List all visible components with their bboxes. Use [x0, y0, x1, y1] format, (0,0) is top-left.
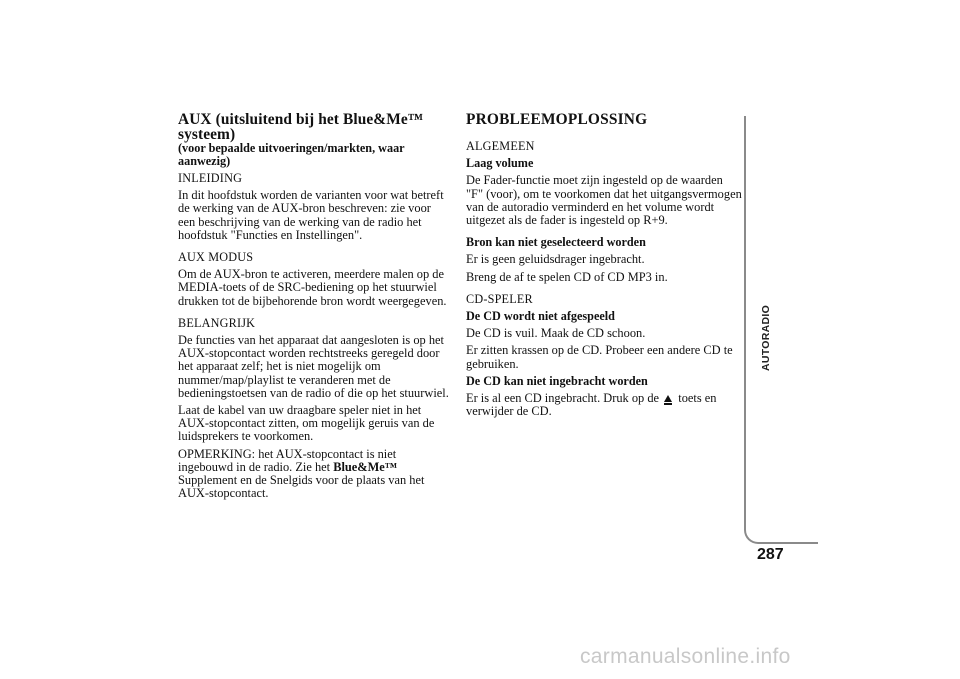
cd-not-played-text-1: De CD is vuil. Maak de CD schoon.	[466, 326, 646, 341]
intro-heading: INLEIDING	[178, 171, 243, 185]
chapter-tab	[759, 298, 773, 378]
watermark: carmanualsonline.info	[580, 645, 791, 668]
low-volume-text: De Fader-functie moet zijn ingesteld op de waarden "F" (voor), om te voorkomen dat het uitgangsvermogen van de autoradio verminderd en het volume wordt uitgezet als de fader is ingesteld op R+9.	[466, 173, 742, 228]
intro-text: In dit hoofdstuk worden de varianten voor wat betreft de werking van de AUX-bron beschreven: zie voor een beschrijving van de werking van de radio het hoofdstuk "Functies en Instellingen".	[178, 188, 444, 242]
chapter-tab-frame	[744, 116, 818, 544]
cd-insert-text	[466, 392, 742, 418]
important-heading: BELANGRIJK	[178, 315, 256, 330]
source-text-1: Er is geen geluidsdrager ingebracht.	[466, 252, 645, 267]
aux-mode-text: Om de AUX-bron te activeren, meerdere malen op de MEDIA-toets of de SRC-bediening op het stuurwiel drukken tot de bijbehorende bron wordt weergegeven.	[178, 267, 447, 308]
aux-subtitle: (voor bepaalde uitvoeringen/markten, waar aanwezig)	[178, 141, 405, 168]
left-column	[178, 112, 450, 504]
troubleshooting-title: PROBLEEMOPLOSSING	[466, 111, 648, 128]
note-text-end: Supplement en de Snelgids voor de plaats van het AUX-stopcontact.	[178, 473, 425, 501]
page-number: 287	[757, 546, 784, 563]
aux-title: AUX (uitsluitend bij het Blue&Me™ systeem)	[178, 111, 424, 143]
note-text-start: OPMERKING: het AUX-stopcontact is niet ingebouwd in de radio. Zie het	[178, 446, 397, 474]
aux-mode-heading: AUX MODUS	[178, 250, 254, 265]
eject-icon	[664, 395, 672, 402]
low-volume-heading: Laag volume	[466, 156, 534, 171]
note-text-bold: Blue&Me™	[333, 459, 398, 474]
cd-not-played-text-2: Er zitten krassen op de CD. Probeer een andere CD te gebruiken.	[466, 343, 733, 371]
cd-insert-text-end: toets en verwijder de CD.	[466, 391, 717, 419]
cd-insert-text-start: Er is al een CD ingebracht. Druk op de	[466, 391, 660, 406]
chapter-tab-label: AUTORADIO	[760, 304, 772, 372]
right-column	[466, 112, 742, 422]
cd-insert-heading: De CD kan niet ingebracht worden	[466, 373, 648, 388]
important-text-1: De functies van het apparaat dat aangesloten is op het AUX-stopcontact worden rechtstreeks geregeld door het apparaat zelf; het is niet mogelijk om nummer/map/playlist te veranderen met de bedieningstoetsen van de radio of die op het stuurwiel.	[178, 333, 449, 400]
source-heading: Bron kan niet geselecteerd worden	[466, 235, 646, 250]
note-text	[178, 448, 450, 501]
source-text-2: Breng de af te spelen CD of CD MP3 in.	[466, 269, 668, 284]
important-text-2: Laat de kabel van uw draagbare speler niet in het AUX-stopcontact zitten, om mogelijk geruis van de luidsprekers te voorkomen.	[178, 403, 435, 444]
cd-player-heading: CD-SPELER	[466, 291, 533, 306]
cd-not-played-heading: De CD wordt niet afgespeeld	[466, 309, 615, 324]
general-heading: ALGEMEEN	[466, 139, 535, 153]
